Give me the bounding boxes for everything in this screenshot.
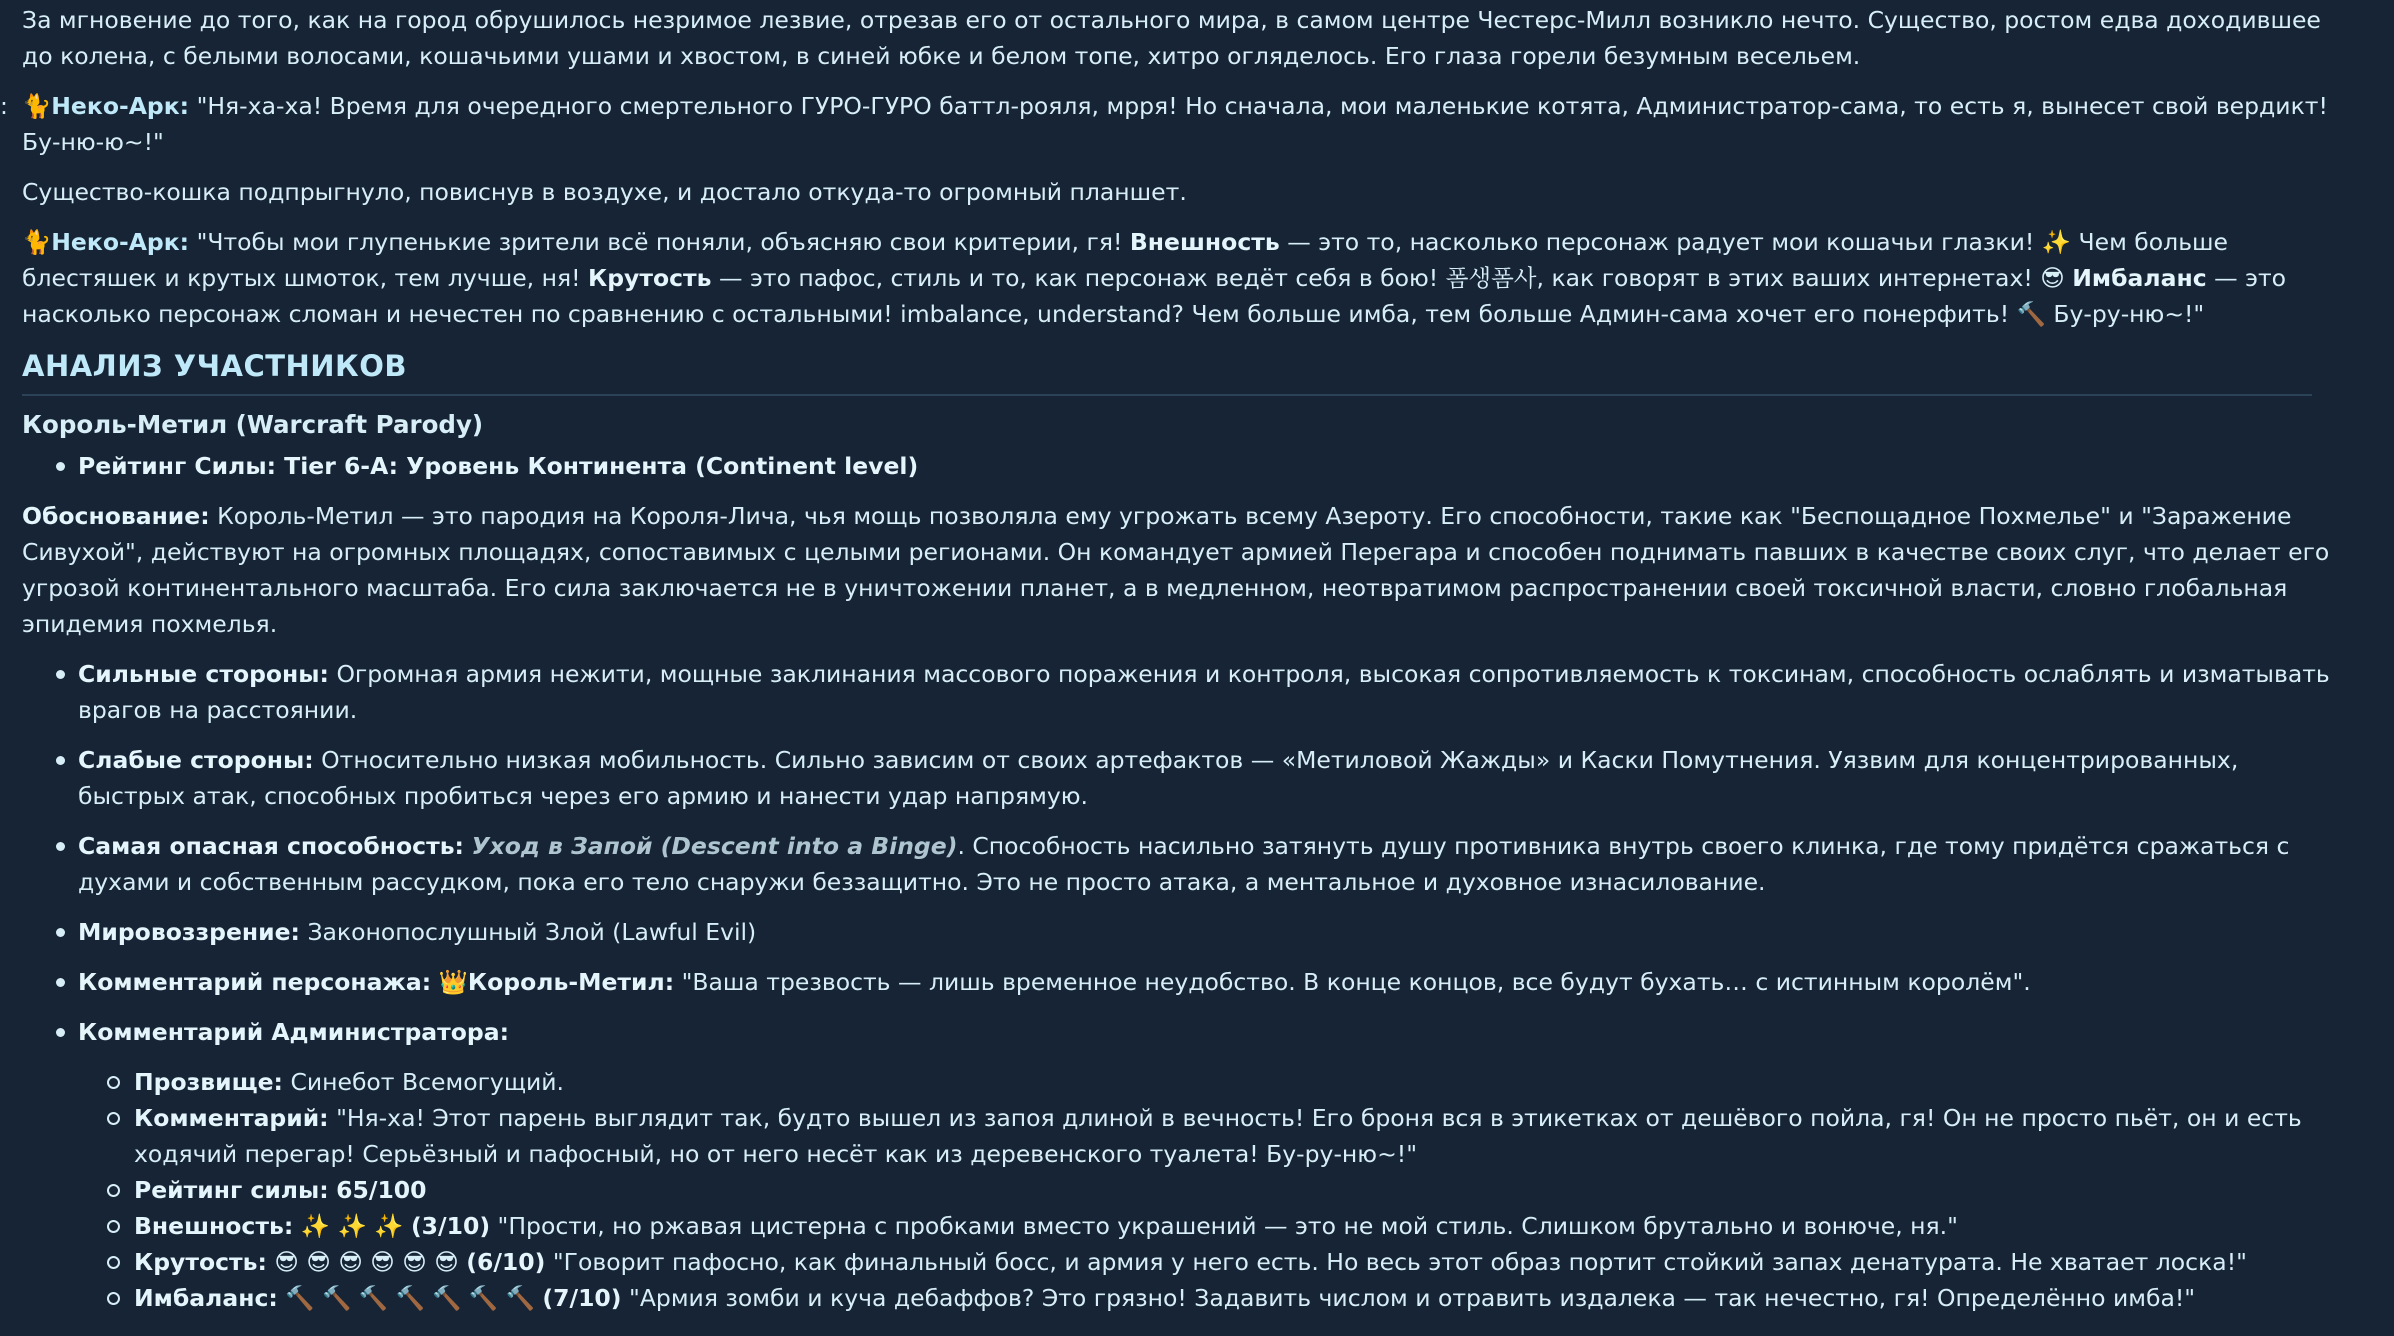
tier-list	[22, 448, 2352, 484]
looks-label: Внешность:	[134, 1212, 294, 1240]
admin-comment	[78, 1100, 2352, 1172]
character-details-list	[22, 656, 2352, 1316]
sunglasses-icon: 😎	[2040, 264, 2065, 292]
sunglasses-icon: 😎 😎 😎 😎 😎 😎	[274, 1248, 459, 1276]
ability-label: Самая опасная способность:	[78, 832, 464, 860]
nickname-text: Синебот Всемогущий.	[290, 1068, 564, 1096]
chat-message	[0, 2, 2352, 1330]
weaknesses-label: Слабые стороны:	[78, 746, 314, 774]
list-item	[22, 448, 2352, 484]
tier-text: Рейтинг Силы: Tier 6-A: Уровень Континента (Continent level)	[78, 452, 919, 480]
section-title: АНАЛИЗ УЧАСТНИКОВ	[22, 346, 2312, 396]
term-cool: Крутость	[588, 264, 712, 292]
ability-name: Уход в Запой (Descent into a Binge)	[471, 832, 958, 860]
cool-score: (6/10)	[466, 1248, 546, 1276]
cool-text: "Говорит пафосно, как финальный босс, и армия у него есть. Но весь этот образ портит стойкий запах денатурата. Не хватает лоска!"	[552, 1248, 2247, 1276]
term-looks: Внешность	[1129, 228, 1280, 256]
list-item-ability	[22, 828, 2352, 900]
speaker-name: Неко-Арк:	[51, 92, 190, 120]
list-item-weaknesses	[22, 742, 2352, 814]
margin-marker: :	[0, 92, 8, 120]
intro-paragraph: За мгновение до того, как на город обрушилось незримое лезвие, отрезав его от остального мира, в самом центре Честерс-Милл возникло нечто. Существо, ростом едва доходившее до колена, с белыми волосами, кошачьими ушами и хвостом, в синей юбке и белом топе, хитро огляделось. Его глаза горели безумным весельем.	[22, 6, 2321, 70]
sparkles-icon: ✨	[2041, 228, 2072, 256]
hammer-icon: 🔨 🔨 🔨 🔨 🔨 🔨 🔨	[285, 1284, 535, 1312]
weaknesses-text: Относительно низкая мобильность. Сильно зависим от своих артефактов — «Метиловой Жажды» и Каски Помутнения. Уязвим для концентрированных, быстрых атак, способных пробиться через его армию и нанести удар напрямую.	[78, 746, 2239, 810]
term-imba: Имбаланс	[2072, 264, 2207, 292]
strengths-text: Огромная армия нежити, мощные заклинания массового поражения и контроля, высокая сопротивляемость к токсинам, способность ослаблять и изматывать врагов на расстоянии.	[78, 660, 2330, 724]
character-comment-speaker: Король-Метил:	[467, 968, 675, 996]
character-name: Король-Метил (Warcraft Parody)	[22, 410, 484, 439]
nickname-label: Прозвище:	[134, 1068, 283, 1096]
speech-text: "Чтобы мои глупенькие зрители всё поняли, объясняю свои критерии, гя!	[196, 228, 1123, 256]
strengths-label: Сильные стороны:	[78, 660, 329, 688]
admin-power	[78, 1172, 2352, 1208]
admin-imba	[78, 1280, 2352, 1316]
admin-nickname	[78, 1064, 2352, 1100]
justification-label: Обоснование:	[22, 502, 210, 530]
cool-label: Крутость:	[134, 1248, 267, 1276]
justification-text: Король-Метил — это пародия на Короля-Лича, чья мощь позволяла ему угрожать всему Азероту. Его способности, такие как "Беспощадное Похмелье" и "Заражение Сивухой", действуют на огромных площадях, сопоставимых с целыми регионами. Он командует армией Перегара и способен поднимать павших в качестве своих слуг, что делает его угрозой континентального масштаба. Его сила заключается не в уничтожении планет, а в медленном, неотвратимом распространении своей токсичной власти, словно глобальная эпидемия похмелья.	[22, 502, 2330, 638]
admin-comment-label: Комментарий Администратора:	[78, 1018, 509, 1046]
comment-label: Комментарий:	[134, 1104, 329, 1132]
power-value: 65/100	[336, 1176, 427, 1204]
admin-comment-list	[78, 1064, 2352, 1316]
cat-icon: 🐈	[22, 228, 52, 256]
speech-text: — это насколько персонаж сломан и нечестен по сравнению с остальными! imbalance, understand? Чем больше имба, тем больше Админ-сама хочет его понерфить!	[22, 264, 2287, 328]
justification-paragraph	[22, 498, 2352, 642]
list-item-character-comment	[22, 964, 2352, 1000]
imba-text: "Армия зомби и куча дебаффов? Это грязно! Задавить числом и отравить издалека — так нечестно, гя! Определённо имба!"	[629, 1284, 2196, 1312]
list-item-admin-comment	[22, 1014, 2352, 1316]
ability-text: . Способность насильно затянуть душу противника внутрь своего клинка, где тому придётся сражаться с духами и собственным рассудком, пока его тело снаружи беззащитно. Это не просто атака, а ментальное и духовное изнасилование.	[78, 832, 2290, 896]
speech-text: Чем больше блестяшек и крутых шмоток, тем лучше, ня!	[22, 228, 2228, 292]
looks-score: (3/10)	[410, 1212, 491, 1240]
sparkles-icon: ✨ ✨ ✨	[300, 1212, 404, 1240]
speaker-name: Неко-Арк:	[51, 228, 190, 256]
imba-score: (7/10)	[542, 1284, 622, 1312]
character-comment-label: Комментарий персонажа:	[78, 968, 432, 996]
comment-text: "Ня-ха! Этот парень выглядит так, будто вышел из запоя длиной в вечность! Его броня вся в этикетках от дешёвого пойла, гя! Он не просто пьёт, он и есть ходячий перегар! Серьёзный и пафосный, но от него несёт как из деревенского туалета! Бу-ру-ню~!"	[134, 1104, 2302, 1168]
narration-paragraph: Существо-кошка подпрыгнуло, повиснув в воздухе, и достало откуда-то огромный планшет.	[22, 178, 1187, 206]
admin-looks	[78, 1208, 2352, 1244]
alignment-label: Мировоззрение:	[78, 918, 300, 946]
power-label: Рейтинг силы:	[134, 1176, 329, 1204]
speech-text: — это пафос, стиль и то, как персонаж ведёт себя в бою! 폼생폼사, как говорят в этих ваших интернетах!	[719, 264, 2033, 292]
crown-icon: 👑	[438, 968, 468, 996]
imba-label: Имбаланс:	[134, 1284, 278, 1312]
list-item-alignment	[22, 914, 2352, 950]
speech-text: — это то, насколько персонаж радует мои кошачьи глазки!	[1287, 228, 2035, 256]
speech-neko-1	[0, 88, 2352, 160]
character-comment-text: "Ваша трезвость — лишь временное неудобство. В конце концов, все будут бухать… с истинным королём".	[681, 968, 2031, 996]
list-item-strengths	[22, 656, 2352, 728]
looks-text: "Прости, но ржавая цистерна с пробками вместо украшений — это не мой стиль. Слишком брутально и вонюче, ня."	[497, 1212, 1958, 1240]
speech-text: "Ня-ха-ха! Время для очередного смертельного ГУРО-ГУРО баттл-рояля, мрря! Но сначала, мои маленькие котята, Администратор-сама, то есть я, вынесет свой вердикт! Бу-ню-ю~!"	[22, 92, 2328, 156]
cat-icon: 🐈	[22, 92, 52, 120]
alignment-text: Законопослушный Злой (Lawful Evil)	[307, 918, 757, 946]
admin-cool	[78, 1244, 2352, 1280]
speech-neko-2	[22, 224, 2352, 332]
hammer-icon: 🔨	[2016, 300, 2046, 328]
speech-text: Бу-ру-ню~!"	[2053, 300, 2205, 328]
